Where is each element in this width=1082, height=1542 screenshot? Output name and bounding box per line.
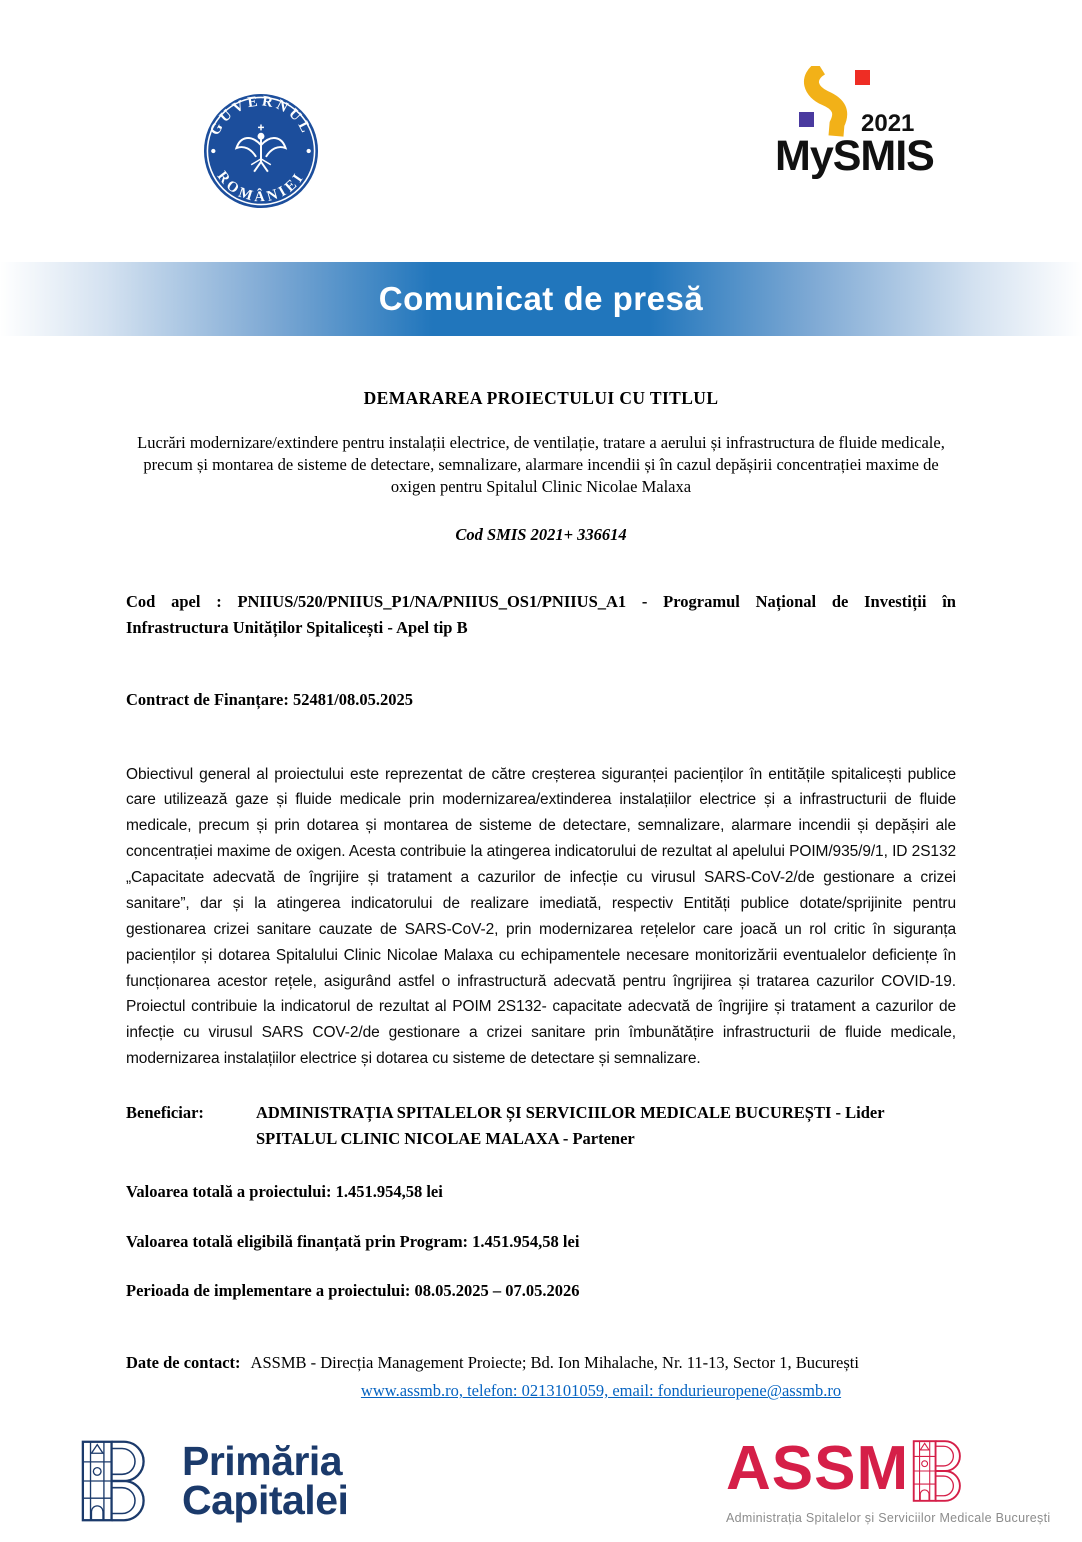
seal-bottom-text: ROMÂNIEI bbox=[213, 168, 309, 206]
primaria-b-monogram-icon bbox=[80, 1438, 168, 1524]
document-content bbox=[0, 336, 1082, 1405]
primaria-line2: Capitalei bbox=[182, 1477, 349, 1523]
contact-block bbox=[126, 1349, 956, 1405]
beneficiary-block bbox=[126, 1100, 956, 1151]
press-release-banner bbox=[0, 262, 1082, 336]
header bbox=[0, 0, 1082, 262]
project-objective-paragraph: Obiectivul general al proiectului este reprezentat de către creșterea siguranței pacienților în entitățile spitalicești publice care utilizează gaze și fluide medicale prin modernizarea/extinderea instalațiilor electrice și a infrastructurii de fluide medicale, precum și prin dotarea și montarea de sisteme de detectare, semnalizare, alarmare incendii și depășiri ale concentrației maxime de oxigen. Acesta contribuie la atingerea indicatorului de rezultat al apelului POIM/935/9/1, ID 2S132 „Capacitate adecvată de îngrijire și tratament a cazurilor de infecție cu virusul SARS-CoV-2/de gestionare a crizei sanitare”, dar și la atingerea indicatorului de realizare imediată, respectiv Entități publice dotate/sprijinite pentru gestionarea crizei sanitare cauzate de SARS-CoV-2, prin modernizarea rețelelor care joacă un rol critic în siguranța pacienților și dotarea Spitalului Clinic Nicolae Malaxa cu echipamentele necesare monitorizării eventualelor deficiențe în funcționarea acestor rețele, asigurând astfel o infrastructură adecvată pentru îngrijirea și tratarea cazurilor COVID-19. Proiectul contribuie la indicatorul de rezultat al POIM 2S132- capacitate adecvată de îngrijire și tratament a cazurilor de infecție cu virusul SARS COV-2/de gestionare a crizei sanitare prin îmbunătățire infrastructurii de fluide medicale, modernizarea instalațiilor electrice și dotarea cu sisteme de detectare și semnalizare. bbox=[126, 765, 956, 1068]
seal-left-dot bbox=[211, 149, 215, 153]
mysmis-red-square bbox=[855, 70, 870, 85]
footer bbox=[0, 1430, 1082, 1542]
assmb-b-monogram-icon bbox=[911, 1439, 979, 1503]
beneficiary-values bbox=[256, 1100, 885, 1151]
primaria-line1: Primăria bbox=[182, 1438, 343, 1485]
mysmis-name-label: MySMIS bbox=[775, 132, 934, 180]
implementation-period-line: Perioada de implementare a proiectului: 08.05.2025 – 07.05.2026 bbox=[126, 1281, 580, 1301]
mysmis-year-label: 2021 bbox=[861, 110, 915, 137]
seal-top-text: GUVERNUL bbox=[207, 93, 315, 138]
assmb-caption: Administrația Spitalelor și Serviciilor Medicale București bbox=[726, 1511, 1051, 1525]
mysmis-purple-square bbox=[799, 112, 814, 127]
financing-contract-line: Contract de Finanțare: 52481/08.05.2025 bbox=[126, 689, 414, 709]
project-title-text: Lucrări modernizare/extindere pentru instalații electrice, de ventilație, tratare a aerului și infrastructura de fluide medicale, precum și montarea de sisteme de detectare, semnalizare, alarmare incendii și în cazul depășirii concentrației maxime de oxigen pentru Spitalul Clinic Nicolae Malaxa bbox=[137, 433, 945, 496]
contact-address: ASSMB - Direcția Management Proiecte; Bd. Ion Mihalache, Nr. 11-13, Sector 1, București bbox=[250, 1353, 859, 1373]
beneficiary-lead: ADMINISTRAȚIA SPITALELOR ȘI SERVICIILOR MEDICALE BUCUREȘTI - Lider bbox=[256, 1103, 885, 1123]
assmb-logo bbox=[726, 1434, 1051, 1525]
beneficiary-partner: SPITALUL CLINIC NICOLAE MALAXA - Partener bbox=[256, 1128, 635, 1148]
contact-link[interactable]: www.assmb.ro, telefon: 0213101059, email: fondurieuropene@assmb.ro bbox=[360, 1381, 842, 1401]
total-value-line: Valoarea totală a proiectului: 1.451.954,58 lei bbox=[126, 1182, 443, 1202]
document-title: DEMARAREA PROIECTULUI CU TITLUL bbox=[363, 388, 719, 408]
assmb-row bbox=[726, 1434, 1026, 1503]
eligible-value-line: Valoarea totală eligibilă finanțată prin Program: 1.451.954,58 lei bbox=[126, 1232, 580, 1252]
contact-link-line bbox=[126, 1377, 956, 1405]
primaria-capitalei-logo bbox=[80, 1438, 348, 1524]
call-code-paragraph: Cod apel : PNIIUS/520/PNIIUS_P1/NA/PNIIUS_OS1/PNIIUS_A1 - Programul Național de Investiții în Infrastructura Unităților Spitalicești - Apel tip B bbox=[126, 591, 956, 638]
mysmis-s-shape bbox=[811, 68, 839, 136]
beneficiary-label: Beneficiar: bbox=[126, 1103, 204, 1123]
assmb-wordmark: ASSM bbox=[726, 1434, 910, 1503]
seal-right-dot bbox=[307, 149, 311, 153]
mysmis-logo bbox=[775, 58, 950, 183]
primaria-wordmark bbox=[182, 1438, 349, 1523]
contact-label: Date de contact: bbox=[126, 1353, 241, 1373]
government-of-romania-seal-icon bbox=[202, 92, 320, 210]
smis-code: Cod SMIS 2021+ 336614 bbox=[455, 524, 627, 544]
banner-title: Comunicat de presă bbox=[378, 280, 704, 317]
